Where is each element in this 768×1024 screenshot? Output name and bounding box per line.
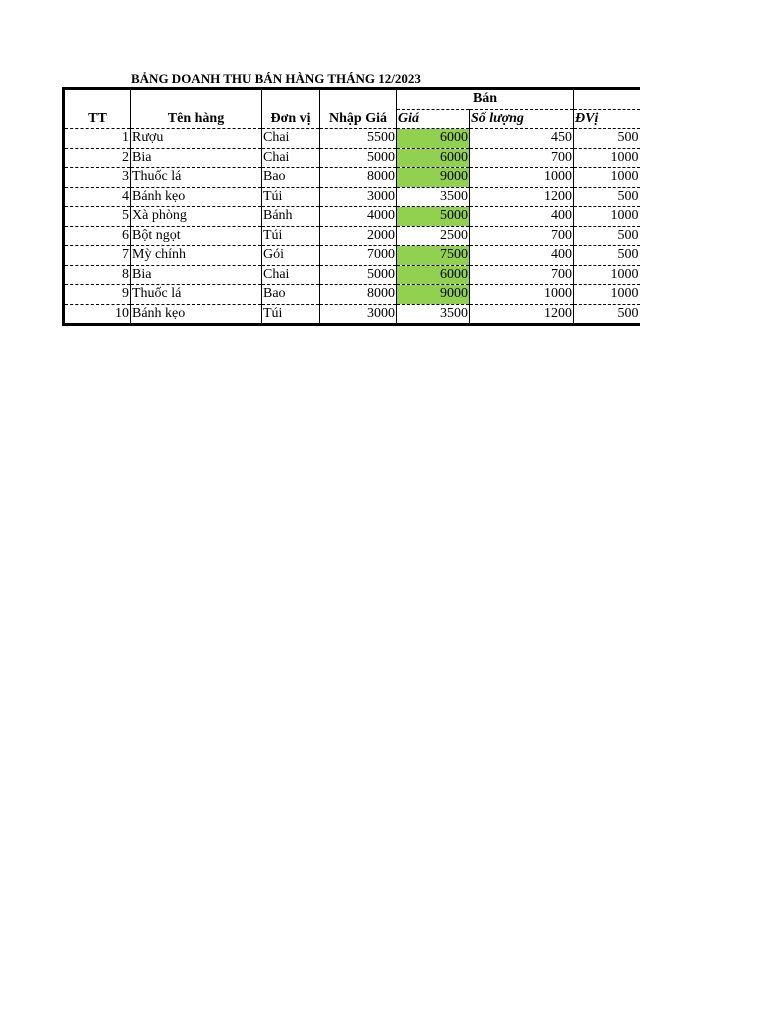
cell-sale-price: 5000: [397, 207, 470, 227]
cell-sale-price: 6000: [397, 148, 470, 168]
revenue-table: [62, 87, 640, 326]
cell-unit: Túi: [262, 187, 320, 207]
cell-dvi: 500: [574, 226, 640, 246]
cell-unit: Gói: [262, 246, 320, 266]
cell-dvi: 500: [574, 304, 640, 325]
table-row: [64, 285, 640, 305]
cell-quantity: 400: [470, 246, 574, 266]
cell-import-price: 8000: [320, 168, 397, 188]
cell-sale-price: 3500: [397, 304, 470, 325]
cell-sale-price: 6000: [397, 265, 470, 285]
cell-dvi: 1000: [574, 285, 640, 305]
cell-tt: 6: [64, 226, 131, 246]
cell-name: Bánh kẹo: [131, 304, 262, 325]
table-row: [64, 129, 640, 149]
cell-name: Mỳ chính: [131, 246, 262, 266]
cell-import-price: 8000: [320, 285, 397, 305]
header-group-blank: [574, 89, 640, 110]
cell-dvi: 1000: [574, 265, 640, 285]
cell-sale-price: 2500: [397, 226, 470, 246]
table-row: [64, 226, 640, 246]
cell-import-price: 3000: [320, 304, 397, 325]
cell-quantity: 1200: [470, 187, 574, 207]
cell-quantity: 400: [470, 207, 574, 227]
cell-sale-price: 7500: [397, 246, 470, 266]
cell-name: Bánh kẹo: [131, 187, 262, 207]
cell-quantity: 700: [470, 226, 574, 246]
table-row: [64, 148, 640, 168]
table-row: [64, 304, 640, 325]
header-row-group: [64, 89, 640, 110]
cell-import-price: 7000: [320, 246, 397, 266]
header-name: Tên hàng: [131, 89, 262, 129]
header-sale-price: Giá: [397, 109, 470, 129]
cell-name: Bia: [131, 148, 262, 168]
cell-name: Rượu: [131, 129, 262, 149]
cell-name: Xà phòng: [131, 207, 262, 227]
table-row: [64, 207, 640, 227]
cell-quantity: 1000: [470, 285, 574, 305]
table-row: [64, 246, 640, 266]
cell-unit: Bao: [262, 168, 320, 188]
cell-tt: 9: [64, 285, 131, 305]
cell-import-price: 5000: [320, 148, 397, 168]
header-import-price: Nhập Giá: [320, 89, 397, 129]
cell-quantity: 450: [470, 129, 574, 149]
cell-tt: 4: [64, 187, 131, 207]
header-group-ban: Bán: [397, 89, 574, 110]
cell-name: Bột ngọt: [131, 226, 262, 246]
cell-tt: 3: [64, 168, 131, 188]
cell-unit: Túi: [262, 226, 320, 246]
cell-tt: 2: [64, 148, 131, 168]
cell-quantity: 1000: [470, 168, 574, 188]
cell-dvi: 500: [574, 129, 640, 149]
header-dvi: ĐVị: [574, 109, 640, 129]
cell-unit: Bánh: [262, 207, 320, 227]
cell-sale-price: 9000: [397, 285, 470, 305]
header-quantity: Số lượng: [470, 109, 574, 129]
cell-import-price: 4000: [320, 207, 397, 227]
table-body: [64, 129, 640, 325]
cell-dvi: 500: [574, 187, 640, 207]
sheet-title: BẢNG DOANH THU BÁN HÀNG THÁNG 12/2023: [131, 71, 421, 86]
cell-unit: Chai: [262, 129, 320, 149]
cell-quantity: 700: [470, 265, 574, 285]
cell-import-price: 5000: [320, 265, 397, 285]
cell-name: Bia: [131, 265, 262, 285]
cell-tt: 5: [64, 207, 131, 227]
cell-name: Thuốc lá: [131, 168, 262, 188]
cell-unit: Bao: [262, 285, 320, 305]
cell-quantity: 1200: [470, 304, 574, 325]
table-row: [64, 168, 640, 188]
cell-dvi: 1000: [574, 168, 640, 188]
cell-name: Thuốc lá: [131, 285, 262, 305]
header-tt: TT: [64, 89, 131, 129]
cell-quantity: 700: [470, 148, 574, 168]
cell-dvi: 1000: [574, 148, 640, 168]
cell-dvi: 500: [574, 246, 640, 266]
table-row: [64, 265, 640, 285]
cell-sale-price: 6000: [397, 129, 470, 149]
cell-tt: 1: [64, 129, 131, 149]
cell-sale-price: 3500: [397, 187, 470, 207]
cell-import-price: 3000: [320, 187, 397, 207]
cell-import-price: 2000: [320, 226, 397, 246]
cell-unit: Chai: [262, 148, 320, 168]
table-row: [64, 187, 640, 207]
cell-tt: 8: [64, 265, 131, 285]
cell-unit: Túi: [262, 304, 320, 325]
cell-dvi: 1000: [574, 207, 640, 227]
cell-sale-price: 9000: [397, 168, 470, 188]
cell-import-price: 5500: [320, 129, 397, 149]
cell-tt: 10: [64, 304, 131, 325]
cell-tt: 7: [64, 246, 131, 266]
header-unit: Đơn vị: [262, 89, 320, 129]
cell-unit: Chai: [262, 265, 320, 285]
